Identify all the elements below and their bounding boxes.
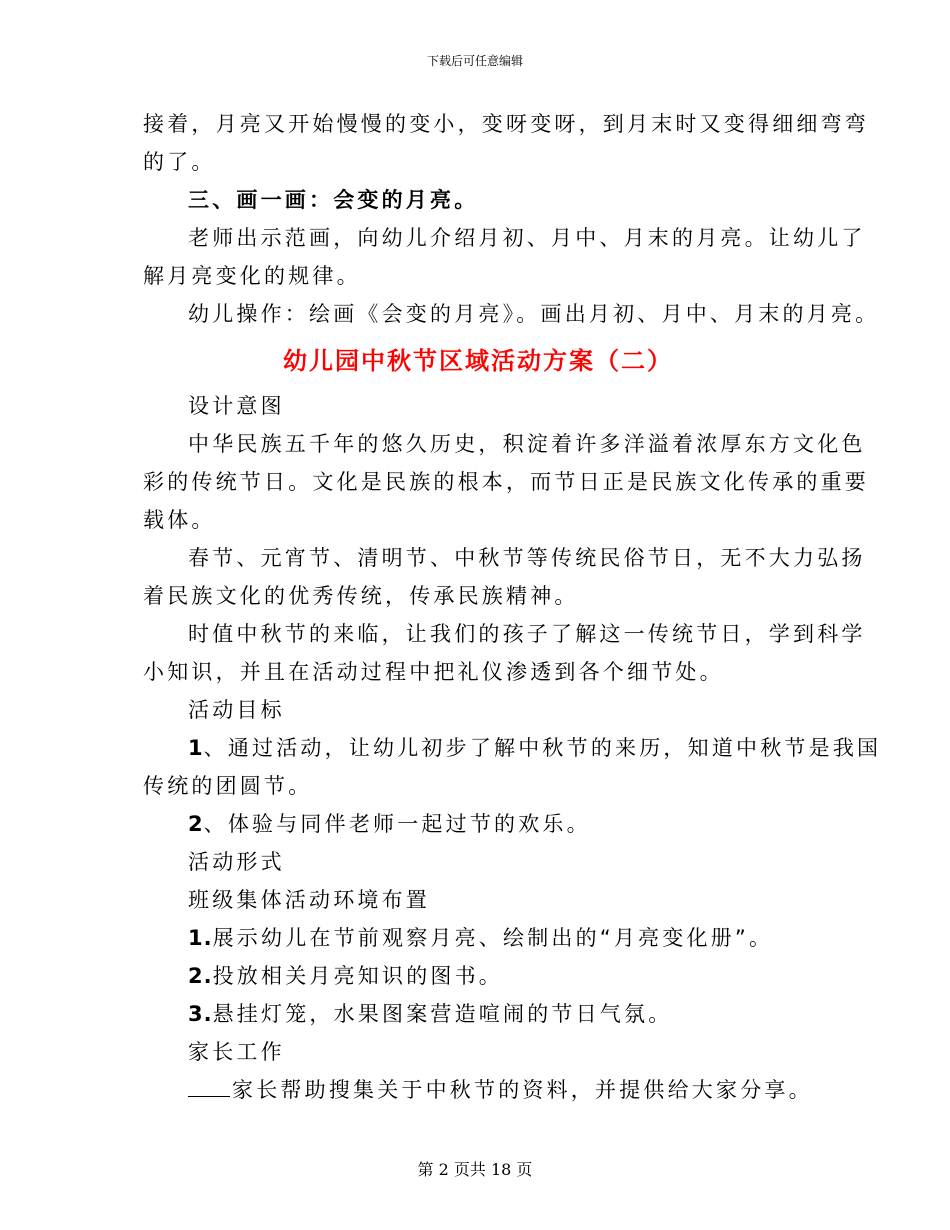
env-text: 悬挂灯笼，水果图案营造喧闹的节日气氛。 bbox=[212, 1002, 673, 1026]
paragraph-line: 中华民族五千年的悠久历史，积淀着许多洋溢着浓厚东方文化色 bbox=[188, 432, 866, 456]
section-heading: 三、画一画：会变的月亮。 bbox=[188, 188, 479, 212]
env-text: 展示幼儿在节前观察月亮、绘制出的“月亮变化册”。 bbox=[212, 926, 774, 950]
env-item-1 bbox=[143, 919, 813, 957]
paragraph-line: 接着，月亮又开始慢慢的变小，变呀变呀，到月末时又变得细细弯弯 bbox=[143, 112, 869, 136]
paragraph-line: 春节、元宵节、清明节、中秋节等传统民俗节日，无不大力弘扬 bbox=[188, 546, 866, 570]
goal-item-2 bbox=[143, 805, 813, 843]
paragraph-line: 着民族文化的优秀传统，传承民族精神。 bbox=[143, 584, 579, 608]
document-title: 幼儿园中秋节区域活动方案（二） bbox=[283, 347, 673, 375]
paragraph-line: 的了。 bbox=[143, 150, 216, 174]
parent-work-line bbox=[143, 1071, 813, 1109]
fill-in-blank bbox=[188, 1074, 230, 1097]
paragraph-line: 小知识，并且在活动过程中把礼仪渗透到各个细节处。 bbox=[143, 660, 724, 684]
subheading-environment: 班级集体活动环境布置 bbox=[188, 888, 430, 912]
subheading-form: 活动形式 bbox=[188, 850, 285, 874]
list-number: 1. bbox=[188, 926, 213, 950]
env-text: 投放相关月亮知识的图书。 bbox=[212, 964, 503, 988]
header-note: 下载后可任意编辑 bbox=[426, 54, 523, 68]
paragraph-line: 彩的传统节日。文化是民族的根本，而节日正是民族文化传承的重要 bbox=[143, 470, 869, 494]
goal-text: 、通过活动，让幼儿初步了解中秋节的来历，知道中秋节是我国 bbox=[203, 736, 882, 760]
list-number: 2. bbox=[188, 964, 213, 988]
paragraph-line: 老师出示范画，向幼儿介绍月初、月中、月末的月亮。让幼儿了 bbox=[188, 226, 866, 250]
list-number: 3. bbox=[188, 1002, 213, 1026]
env-item-2 bbox=[143, 957, 813, 995]
env-item-3 bbox=[143, 995, 813, 1033]
list-number: 2 bbox=[188, 812, 204, 836]
list-number: 1 bbox=[188, 736, 204, 760]
subheading-goal: 活动目标 bbox=[188, 698, 285, 722]
paragraph-line: 载体。 bbox=[143, 508, 216, 532]
goal-item-1 bbox=[143, 729, 882, 767]
paragraph-line: 幼儿操作：绘画《会变的月亮》。画出月初、月中、月末的月亮。 bbox=[188, 302, 880, 326]
subheading-parents: 家长工作 bbox=[188, 1040, 285, 1064]
paragraph-line: 传统的团圆节。 bbox=[143, 774, 313, 798]
page-number: 第 2 页共 18 页 bbox=[417, 1160, 533, 1179]
parent-work-text: 家长帮助搜集关于中秋节的资料，并提供给大家分享。 bbox=[232, 1078, 813, 1102]
paragraph-line: 时值中秋节的来临，让我们的孩子了解这一传统节日，学到科学 bbox=[188, 622, 866, 646]
document-body bbox=[143, 105, 882, 1109]
goal-text: 、体验与同伴老师一起过节的欢乐。 bbox=[203, 812, 591, 836]
subheading-design: 设计意图 bbox=[188, 394, 285, 418]
paragraph-line: 解月亮变化的规律。 bbox=[143, 264, 361, 288]
